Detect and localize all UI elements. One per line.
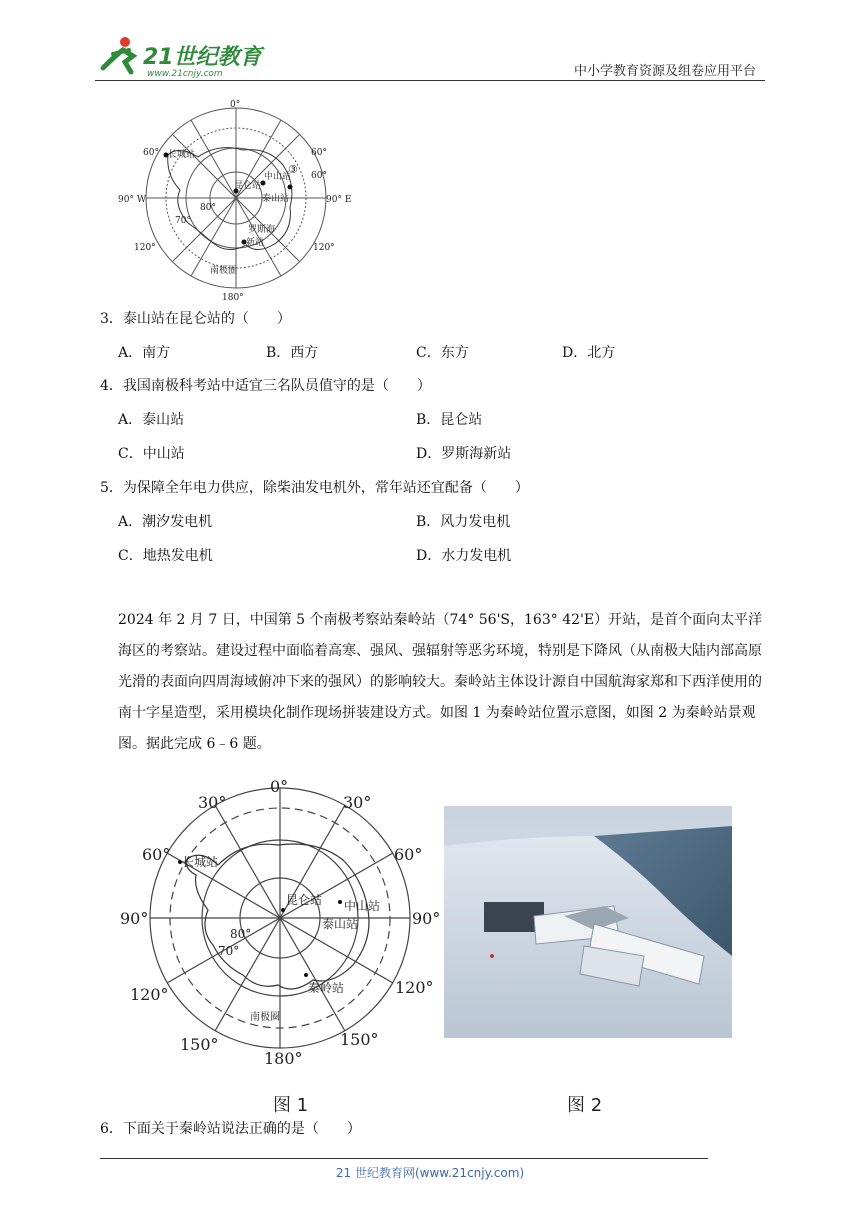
svg-text:0°: 0°: [230, 100, 241, 110]
header-platform-text: 中小学教育资源及组卷应用平台: [573, 64, 756, 79]
q3-option-c: C．东方: [416, 345, 469, 361]
svg-text:中山站: 中山站: [264, 172, 292, 182]
q4-option-b: B．昆仑站: [416, 412, 483, 428]
qinling-location-map: [118, 770, 441, 1070]
svg-text:120°: 120°: [130, 985, 169, 1004]
svg-text:30°: 30°: [343, 793, 372, 812]
svg-text:长城站: 长城站: [168, 150, 196, 160]
svg-text:60°: 60°: [311, 148, 327, 158]
svg-text:90° E: 90° E: [326, 195, 352, 205]
svg-text:120°: 120°: [134, 243, 156, 253]
svg-text:泰山站: 泰山站: [262, 194, 290, 204]
site-logo: [95, 32, 275, 80]
svg-text:150°: 150°: [340, 1030, 379, 1049]
svg-text:罗斯海: 罗斯海: [248, 225, 276, 235]
qinling-station-photo: [444, 806, 732, 1038]
q4-option-c: C．中山站: [118, 446, 185, 462]
footer-divider: [100, 1158, 708, 1159]
svg-text:中山站: 中山站: [344, 899, 381, 913]
svg-text:30°: 30°: [198, 793, 227, 812]
svg-text:③: ③: [288, 163, 298, 176]
q5-option-b: B．风力发电机: [416, 514, 511, 530]
svg-text:南极圈: 南极圈: [210, 266, 238, 276]
svg-text:60°: 60°: [142, 845, 171, 864]
q5-option-a: A．潮汐发电机: [118, 514, 213, 530]
q5-option-d: D．水力发电机: [416, 548, 512, 564]
question-5-stem: 5．为保障全年电力供应，除柴油发电机外，常年站还宜配备（ ）: [100, 480, 529, 496]
logo-text: 21世纪教育: [143, 45, 262, 70]
runner-logo-icon: [103, 37, 133, 72]
svg-text:90°: 90°: [412, 909, 441, 928]
svg-text:南极圈: 南极圈: [250, 1012, 280, 1023]
logo-subtext: www.21cnjy.com: [147, 69, 223, 79]
question-4-stem: 4．我国南极科考站中适宜三名队员值守的是（ ）: [100, 378, 431, 394]
q3-option-b: B．西方: [266, 345, 319, 361]
question-6-stem: 6．下面关于秦岭站说法正确的是（ ）: [100, 1121, 361, 1137]
svg-text:90°: 90°: [120, 909, 149, 928]
figure-2-caption: 图 2: [567, 1095, 603, 1116]
question-3-stem: 3．泰山站在昆仑站的（ ）: [100, 311, 291, 327]
footer-link[interactable]: 21 世纪教育网(www.21cnjy.com): [335, 1166, 525, 1180]
svg-text:秦岭站: 秦岭站: [308, 981, 345, 995]
svg-text:昆仑站: 昆仑站: [234, 181, 262, 191]
svg-text:泰山站: 泰山站: [322, 917, 359, 931]
svg-text:0°: 0°: [270, 777, 289, 796]
q3-option-a: A．南方: [118, 345, 171, 361]
svg-text:60°: 60°: [394, 845, 423, 864]
svg-text:80°: 80°: [230, 927, 252, 941]
svg-text:长城站: 长城站: [182, 855, 219, 869]
svg-text:180°: 180°: [264, 1049, 303, 1068]
svg-text:120°: 120°: [313, 243, 335, 253]
svg-text:60°: 60°: [311, 171, 327, 181]
svg-text:新站: 新站: [246, 238, 265, 248]
q3-option-d: D．北方: [562, 345, 616, 361]
svg-text:昆仑站: 昆仑站: [286, 893, 323, 907]
figure-1-caption: 图 1: [273, 1095, 309, 1116]
svg-text:150°: 150°: [180, 1035, 219, 1054]
q4-option-a: A．泰山站: [118, 412, 185, 428]
svg-text:60°: 60°: [143, 148, 159, 158]
reading-passage: 2024 年 2 月 7 日，中国第 5 个南极考察站秦岭站（74° 56'S，163° 42'E）开站，是首个面向太平洋海区的考察站。建设过程中面临着高寒、强风、强辐射等恶劣环境，特别是下降风（从南极大陆内部高原光滑的表面向四周海域俯冲下来的强风）的影响较大。秦岭站主体设计源自中国航海家郑和下西洋使用的南十字星造型，采用模块化制作现场拼装建设方式。如图 1 为秦岭站位置示意图，如图 2 为秦岭站景观图。据此完成 6﹣6 题。: [118, 612, 763, 752]
svg-text:120°: 120°: [395, 978, 434, 997]
svg-text:80°: 80°: [200, 203, 216, 213]
q5-option-c: C．地热发电机: [118, 548, 213, 564]
header-divider: [95, 80, 765, 81]
svg-text:90° W: 90° W: [118, 195, 147, 205]
q4-option-d: D．罗斯海新站: [416, 446, 512, 462]
svg-text:70°: 70°: [175, 216, 191, 226]
antarctica-map-small: [118, 95, 352, 305]
svg-text:70°: 70°: [218, 944, 240, 958]
svg-text:180°: 180°: [222, 293, 244, 303]
